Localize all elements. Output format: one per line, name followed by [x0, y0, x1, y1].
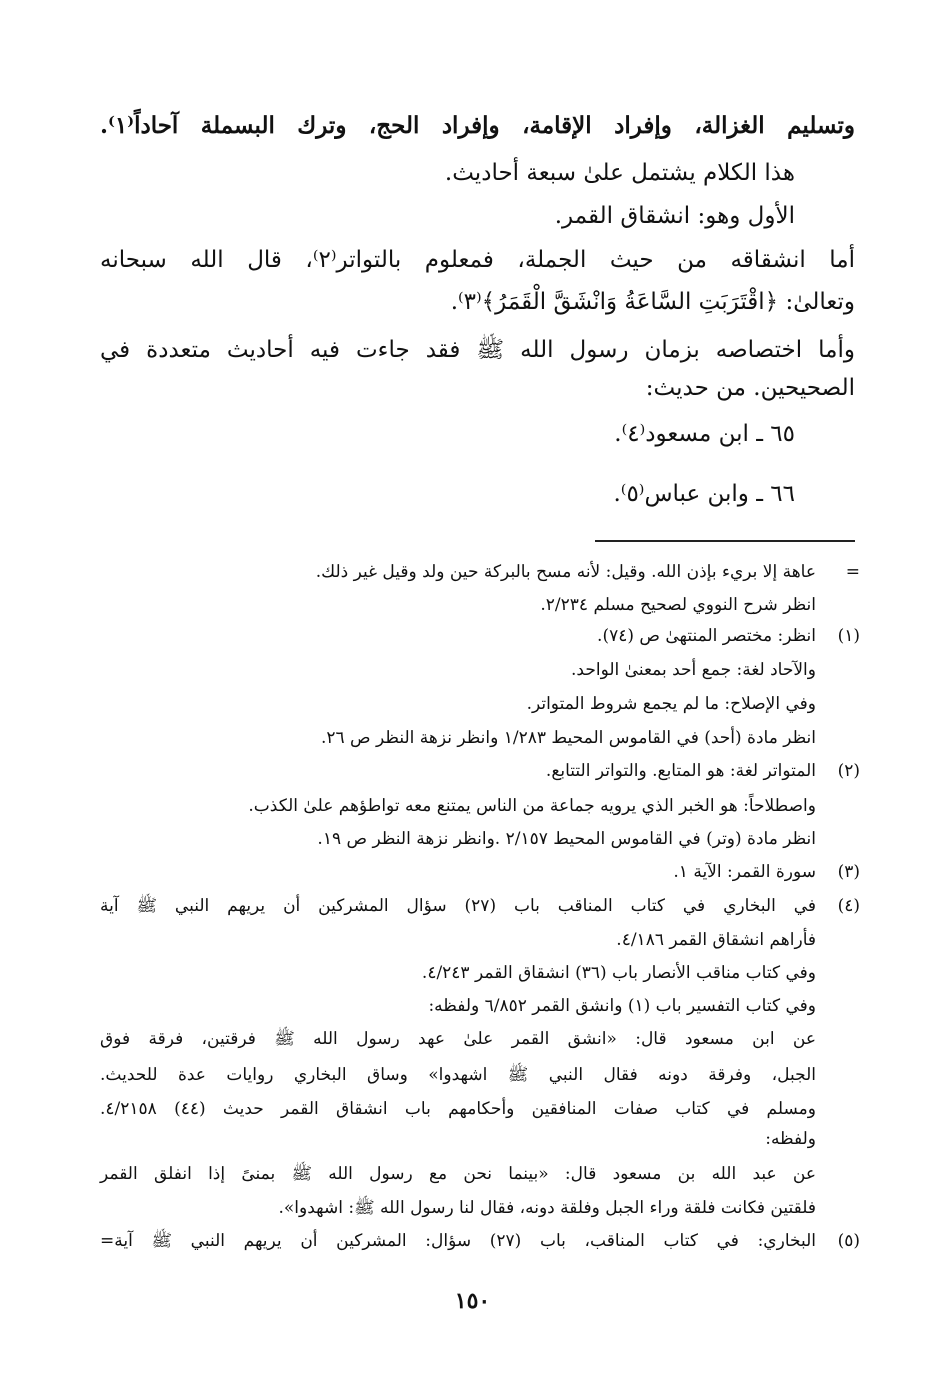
- footnote-line: البخاري: في كتاب المناقب، باب (٢٧) سؤال: المشركين أن يريهم النبي ﷺ آية=: [100, 1231, 816, 1251]
- footnote-line: انظر: مختصر المنتهىٰ ص (٧٤).: [597, 626, 816, 646]
- hadith-entry-65: ٦٥ ـ ابن مسعود⁽٤⁾.: [614, 421, 795, 447]
- footnote-number: (٤): [837, 896, 860, 916]
- footnote-line: والآحاد لغة: جمع أحد بمعنىٰ الواحد.: [571, 660, 816, 680]
- main-line: وأما اختصاصه بزمان رسول الله ﷺ فقد جاءت فيه أحاديث متعددة في: [100, 337, 855, 363]
- main-line: أما انشقاقه من حيث الجملة، فمعلوم بالتواتر⁽٢⁾، قال الله سبحانه: [100, 247, 855, 273]
- footnote-line: وفي الإصلاح: ما لم يجمع شروط المتواتر.: [526, 694, 816, 714]
- footnote-divider: [595, 540, 855, 542]
- main-line: هذا الكلام يشتمل علىٰ سبعة أحاديث.: [444, 160, 795, 186]
- main-line: الصحيحين. من حديث:: [645, 375, 855, 401]
- page-number: ١٥٠: [454, 1288, 491, 1314]
- main-line: وتسليم الغزالة، وإفراد الإقامة، وإفراد الحج، وترك البسملة آحاداً⁽١⁾.: [100, 112, 855, 139]
- footnote-number: (٣): [837, 862, 860, 882]
- footnote-line: سورة القمر: الآية ١.: [673, 862, 816, 882]
- footnote-line: انظر مادة (وتر) في القاموس المحيط ٢/١٥٧ .وانظر نزهة النظر ص ١٩.: [317, 829, 816, 849]
- footnote-number: (٢): [837, 761, 860, 781]
- footnote-line: واصطلاحاً: هو الخبر الذي يرويه جماعة من الناس يمتنع معه تواطؤهم علىٰ الكذب.: [248, 796, 816, 816]
- footnote-line: الجبل، وفرقة دونه فقال النبي ﷺ اشهدوا» وساق البخاري روايات عدة للحديث.: [100, 1065, 816, 1085]
- footnote-line: ولفظه:: [765, 1129, 816, 1149]
- footnote-number: (١): [837, 626, 860, 646]
- footnote-line: وفي كتاب مناقب الأنصار باب (٣٦) انشقاق القمر ٤/٢٤٣.: [421, 963, 816, 983]
- footnote-line: المتواتر لغة: هو المتابع. والتواتر التتابع.: [545, 761, 816, 781]
- footnote-line: انظر مادة (أحد) في القاموس المحيط ١/٢٨٣ وانظر نزهة النظر ص ٢٦.: [320, 728, 816, 748]
- footnote-line: ومسلم في كتاب صفات المنافقين وأحكامهم باب انشقاق القمر حديث (٤٤) ٤/٢١٥٨.: [100, 1099, 816, 1119]
- footnote-line: عن ابن مسعود قال: «انشق القمر علىٰ عهد رسول الله ﷺ فرقتين، فرقة فوق: [100, 1029, 816, 1049]
- footnote-line: في البخاري في كتاب المناقب باب (٢٧) سؤال المشركين أن يريهم النبي ﷺ آية: [100, 896, 816, 916]
- footnote-line: عن عبد الله بن مسعود قال: «بينما نحن مع رسول الله ﷺ بمنىً إذا انفلق القمر: [100, 1164, 816, 1184]
- main-line: الأول وهو: انشقاق القمر.: [554, 203, 795, 229]
- continuation-marker: =: [845, 562, 860, 582]
- footnote-number: (٥): [837, 1231, 860, 1251]
- hadith-entry-66: ٦٦ ـ وابن عباس⁽٥⁾.: [613, 481, 795, 507]
- quran-verse-line: وتعالىٰ: ﴿اقْتَرَبَتِ السَّاعَةُ وَانْشَقَّ الْقَمَرُ﴾⁽٣⁾.: [450, 289, 855, 315]
- footnote-line: انظر شرح النووي لصحيح مسلم ٢/٢٣٤.: [540, 595, 816, 615]
- footnote-line: فأراهم انشقاق القمر ٤/١٨٦.: [616, 930, 816, 950]
- footnote-line: عاهة إلا بريء بإذن الله. وقيل: لأنه مسح بالبركة حين ولد وقيل غير ذلك.: [315, 562, 816, 582]
- footnote-line: وفي كتاب التفسير باب (١) وانشق القمر ٦/٨٥٢ ولفظه:: [428, 996, 816, 1016]
- footnote-line: فلقتين فكانت فلقة وراء الجبل وفلقة دونه، فقال لنا رسول الله ﷺ: اشهدوا».: [278, 1198, 816, 1218]
